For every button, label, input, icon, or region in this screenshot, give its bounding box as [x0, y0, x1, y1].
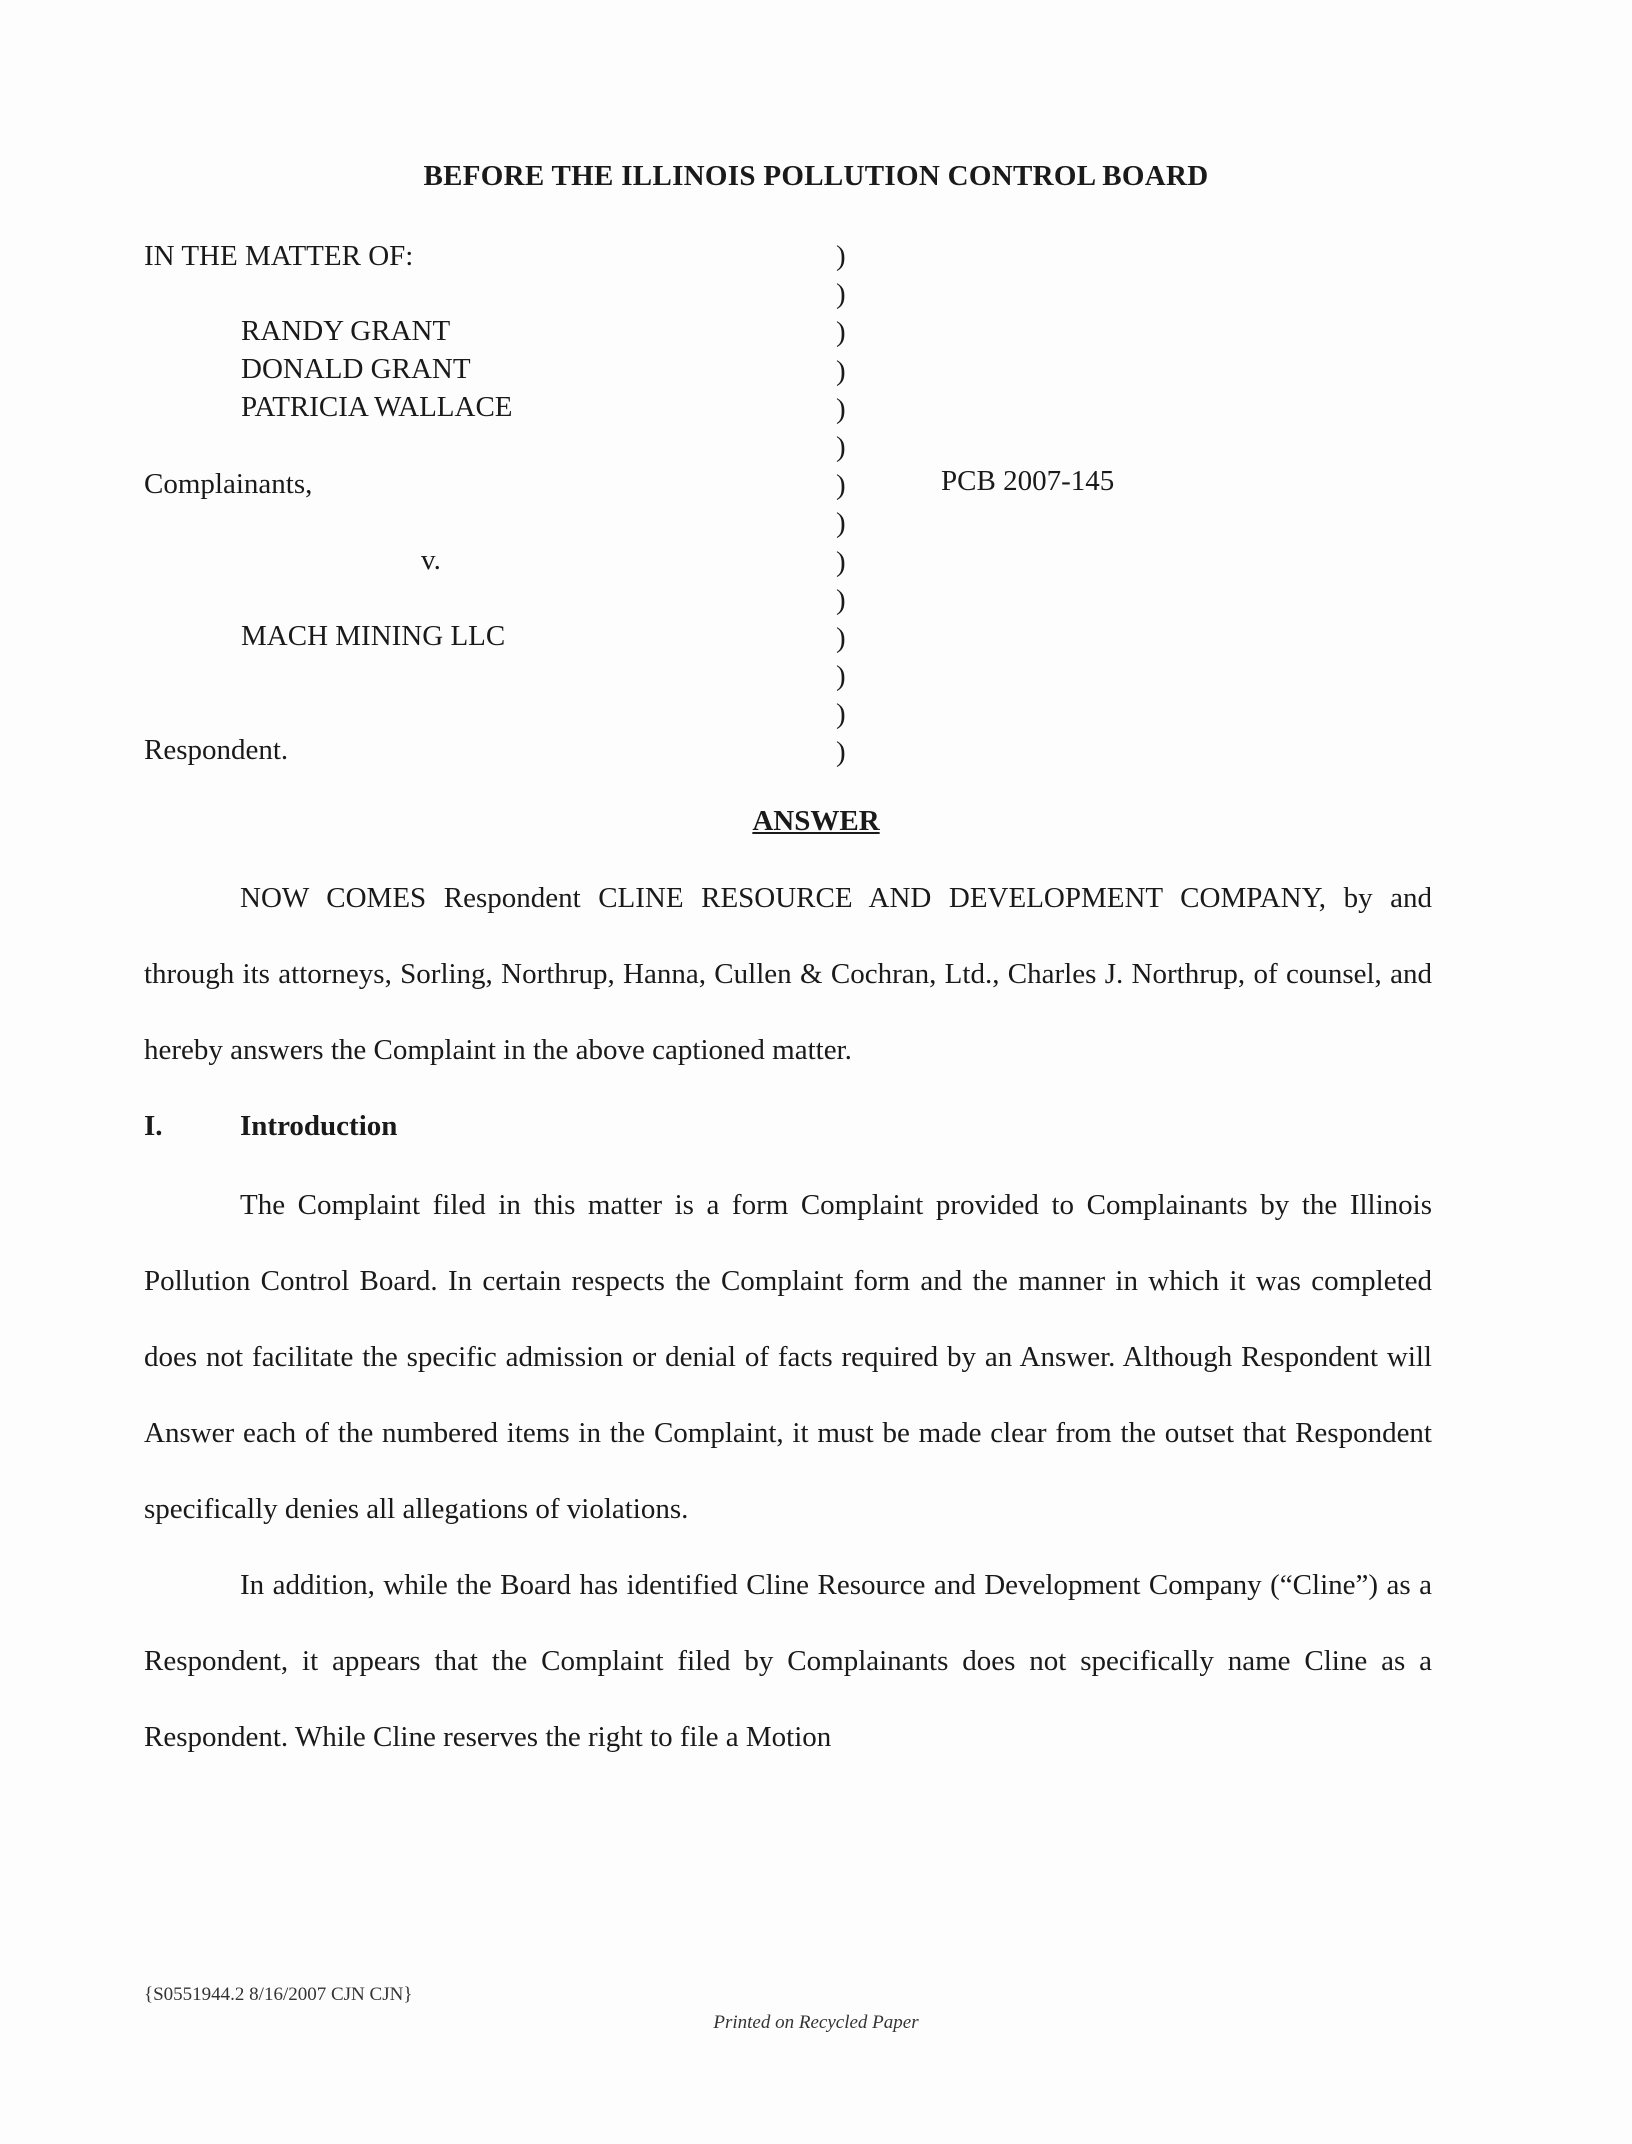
answer-title: ANSWER	[752, 805, 880, 837]
intro-paragraph-block	[144, 860, 1432, 1088]
case-number: PCB 2007-145	[941, 465, 1115, 497]
board-heading: BEFORE THE ILLINOIS POLLUTION CONTROL BOARD	[423, 160, 1209, 192]
complainant-name: DONALD GRANT	[241, 353, 471, 385]
caption-paren: )	[836, 698, 846, 731]
complainants-label: Complainants,	[144, 468, 313, 500]
versus-label: v.	[421, 544, 441, 576]
footer-printed-note: Printed on Recycled Paper	[713, 2012, 919, 2033]
section-number: I.	[144, 1110, 163, 1142]
respondent-label: Respondent.	[144, 734, 289, 766]
caption-paren: )	[836, 736, 846, 769]
caption-paren: )	[836, 469, 846, 502]
body-paragraph: The Complaint filed in this matter is a form Complaint provided to Complainants by the Illinois Pollution Control Board. In certain respects the Complaint form and the manner in which it was completed does not facilitate the specific admission or denial of facts required by an Answer. Although Respondent will Answer each of the numbered items in the Complaint, it must be made clear from the outset that Respondent specifically denies all allegations of violations.	[144, 1189, 1432, 1525]
intro-paragraph: NOW COMES Respondent CLINE RESOURCE AND DEVELOPMENT COMPANY, by and through its attorneys, Sorling, Northrup, Hanna, Cullen & Cochran, Ltd., Charles J. Northrup, of counsel, and hereby answers the Complaint in the above captioned matter.	[144, 882, 1432, 1066]
complainant-name: RANDY GRANT	[241, 315, 451, 347]
section-title: Introduction	[240, 1110, 398, 1142]
caption-paren: )	[836, 507, 846, 540]
body-paragraph: In addition, while the Board has identified Cline Resource and Development Company (“Cline”) as a Respondent, it appears that the Complaint filed by Complainants does not specifically name Cline as a Respondent. While Cline reserves the right to file a Motion	[144, 1569, 1432, 1753]
caption-paren: )	[836, 660, 846, 693]
caption-parenthesis-column	[836, 237, 846, 772]
section-body	[144, 1167, 1432, 1775]
caption-paren: )	[836, 316, 846, 349]
matter-label: IN THE MATTER OF:	[144, 240, 414, 272]
respondent-name: MACH MINING LLC	[241, 620, 506, 652]
caption-paren: )	[836, 240, 846, 272]
caption-paren: )	[836, 583, 846, 616]
section-heading	[144, 1110, 397, 1143]
footer-document-id: {S0551944.2 8/16/2007 CJN CJN}	[144, 1984, 413, 2005]
caption-paren: )	[836, 354, 846, 387]
caption-paren: )	[836, 545, 846, 578]
caption-paren: )	[836, 430, 846, 463]
caption-paren: )	[836, 621, 846, 654]
caption-paren: )	[836, 278, 846, 311]
complainant-names	[241, 312, 513, 426]
caption-paren: )	[836, 392, 846, 425]
complainant-name: PATRICIA WALLACE	[241, 391, 513, 423]
